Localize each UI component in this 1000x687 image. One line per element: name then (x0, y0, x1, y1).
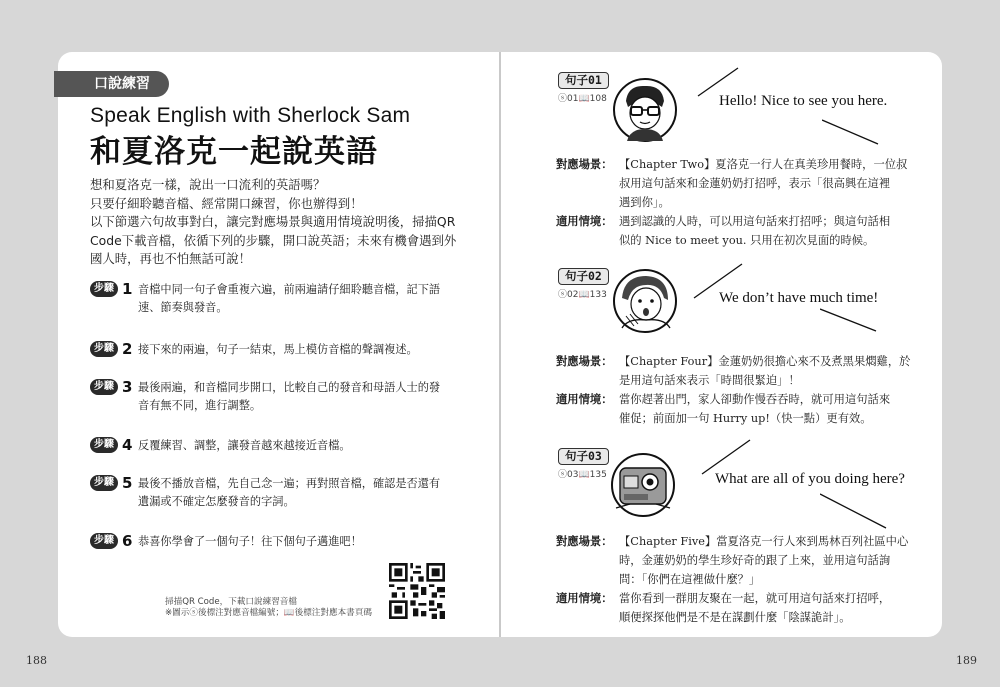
usage-row (556, 212, 916, 250)
usage-text (619, 390, 916, 428)
scene-text (619, 155, 916, 212)
step-label: 步驟 (90, 475, 118, 491)
intro-line: Code下載音檔，依循下列的步驟，開口說英語；未來有機會遇到外 (90, 232, 457, 248)
dialogue-quote: Hello! Nice to see you here. (719, 93, 888, 109)
step-item (90, 378, 460, 415)
usage-row (556, 589, 916, 627)
book-gutter (499, 52, 501, 637)
step-badge (90, 378, 138, 396)
scene-text (619, 532, 916, 589)
scene-line: 時，金蓮奶奶的學生珍好奇的跟了上來，並用這句話詢 (619, 554, 891, 567)
step-number: 5 (122, 474, 133, 492)
step-number: 3 (122, 378, 133, 396)
speech-lines (820, 305, 880, 335)
english-title: Speak English with Sherlock Sam (90, 104, 411, 127)
robot-avatar-icon (610, 452, 676, 518)
sentence-tag-label: 句子 (565, 269, 588, 283)
step-label: 步驟 (90, 281, 118, 297)
step-label: 步驟 (90, 533, 118, 549)
grandma-avatar-icon (612, 268, 678, 334)
sentence-ref: ⓢ03📖135 (558, 470, 607, 480)
sentence-tag-label: 句子 (565, 449, 588, 463)
step-line: 恭喜你學會了一個句子！往下個句子邁進吧！ (138, 535, 362, 548)
speech-lines (820, 492, 890, 532)
step-badge (90, 436, 138, 454)
step-label: 步驟 (90, 437, 118, 453)
intro-line: 以下節選六句故事對白，讓完對應場景與適用情境說明後，掃描QR (90, 214, 456, 229)
section-label: 口說練習 (54, 71, 169, 97)
scene-row (556, 532, 916, 589)
step-label: 步驟 (90, 379, 118, 395)
dialogue-quote: What are all of you doing here? (715, 471, 905, 487)
dialogue-quote: We don’t have much time! (719, 290, 879, 306)
usage-row (556, 390, 916, 428)
sherlock-avatar-icon (612, 77, 678, 143)
sentence-index: 02 (588, 269, 602, 283)
step-line: 音有無不同，進行調整。 (138, 399, 262, 412)
step-text (138, 474, 440, 511)
qr-caption-line: 掃描QR Code，下載口說練習音檔 (165, 597, 297, 607)
sentence-header (558, 445, 609, 480)
step-number: 4 (122, 436, 133, 454)
qr-caption-line: ※圖示ⓢ後標注對應音檔編號；📖後標注對應本書頁碼 (165, 608, 372, 618)
sentence-tag (558, 448, 609, 465)
usage-text (619, 212, 916, 250)
step-line: 音檔中同一句子會重複六遍，前兩遍請仔細聆聽音檔，記下語 (138, 283, 441, 296)
qr-code-icon[interactable] (389, 563, 445, 619)
step-text (138, 436, 351, 455)
scene-line: 叔用這句話來和金蓮奶奶打招呼，表示「很高興在這裡 (619, 177, 891, 190)
sentence-header (558, 265, 609, 300)
scene-line: 【Chapter Two】夏洛克一行人在真美珍用餐時，一位叔 (619, 158, 908, 171)
sentence-ref: ⓢ02📖133 (558, 290, 607, 300)
step-line: 反覆練習、調整，讓發音越來越接近音檔。 (138, 439, 351, 452)
page-number-right: 189 (956, 654, 977, 667)
scene-line: 遇到你」。 (619, 196, 670, 209)
step-item (90, 280, 460, 317)
step-badge (90, 474, 138, 492)
scene-label: 對應場景： (556, 157, 613, 171)
step-number: 2 (122, 340, 133, 358)
sentence-tag (558, 72, 609, 89)
step-text (138, 532, 362, 551)
usage-line: 催促；前面加一句 Hurry up!（快一點）更有效。 (619, 412, 872, 425)
scene-label: 對應場景： (556, 534, 613, 548)
scene-label: 對應場景： (556, 354, 613, 368)
step-item (90, 436, 460, 455)
sentence-description (556, 352, 916, 428)
step-label: 步驟 (90, 341, 118, 357)
scene-row (556, 352, 916, 390)
step-text (138, 280, 440, 317)
step-line: 最後不播放音檔，先自己念一遍；再對照音檔，確認是否還有 (138, 477, 441, 490)
scene-text (619, 352, 916, 390)
step-line: 最後兩遍，和音檔同步開口，比較自己的發音和母語人士的發 (138, 381, 441, 394)
usage-line: 似的 Nice to meet you. 只用在初次見面的時候。 (619, 234, 875, 247)
usage-label: 適用情境： (556, 392, 613, 406)
step-number: 6 (122, 532, 133, 550)
step-badge (90, 340, 138, 358)
usage-line: 當你看到一群朋友聚在一起，就可用這句話來打招呼， (619, 592, 891, 605)
scene-line: 【Chapter Five】當夏洛克一行人來到馬林百列社區中心 (619, 535, 909, 548)
scene-line: 【Chapter Four】金蓮奶奶很擔心來不及煮黑果燜雞，於 (619, 355, 911, 368)
sentence-tag (558, 268, 609, 285)
usage-line: 順便探探他們是不是在謀劃什麼「陰謀詭計」。 (619, 611, 851, 624)
chinese-title: 和夏洛克一起說英語 (90, 134, 378, 170)
intro-paragraph (90, 176, 462, 269)
sentence-index: 01 (588, 73, 602, 87)
step-number: 1 (122, 280, 133, 298)
usage-line: 當你趕著出門，家人卻動作慢吞吞時，就可用這句話來 (619, 393, 891, 406)
sentence-description (556, 532, 916, 627)
page-number-left: 188 (26, 654, 47, 667)
sentence-tag-label: 句子 (565, 73, 588, 87)
usage-text (619, 589, 916, 627)
speech-lines (822, 116, 882, 146)
intro-line: 只要仔細聆聽音檔、經常開口練習，你也辦得到！ (90, 195, 363, 211)
step-text (138, 340, 418, 359)
sentence-header (558, 69, 609, 104)
step-badge (90, 532, 138, 550)
intro-line: 想和夏洛克一樣，說出一口流利的英語嗎？ (90, 177, 326, 192)
step-text (138, 378, 440, 415)
sentence-index: 03 (588, 449, 602, 463)
usage-label: 適用情境： (556, 214, 613, 228)
step-item (90, 532, 460, 551)
step-line: 接下來的兩遍，句子一結束，馬上模仿音檔的聲調複述。 (138, 343, 418, 356)
sentence-description (556, 155, 916, 250)
step-badge (90, 280, 138, 298)
scene-row (556, 155, 916, 212)
intro-line: 國人時，再也不怕無話可說！ (90, 251, 252, 266)
qr-caption (165, 597, 372, 619)
usage-label: 適用情境： (556, 591, 613, 605)
step-line: 遺漏或不確定怎麼發音的字詞。 (138, 495, 295, 508)
scene-line: 問：「你們在這裡做什麼？」 (619, 573, 761, 586)
step-item (90, 340, 460, 359)
step-item (90, 474, 460, 511)
step-line: 速、節奏與發音。 (138, 301, 228, 314)
usage-line: 遇到認識的人時，可以用這句話來打招呼；與這句話相 (619, 215, 891, 228)
sentence-ref: ⓢ01📖108 (558, 94, 607, 104)
scene-line: 是用這句話來表示「時間很緊迫」！ (619, 374, 800, 387)
